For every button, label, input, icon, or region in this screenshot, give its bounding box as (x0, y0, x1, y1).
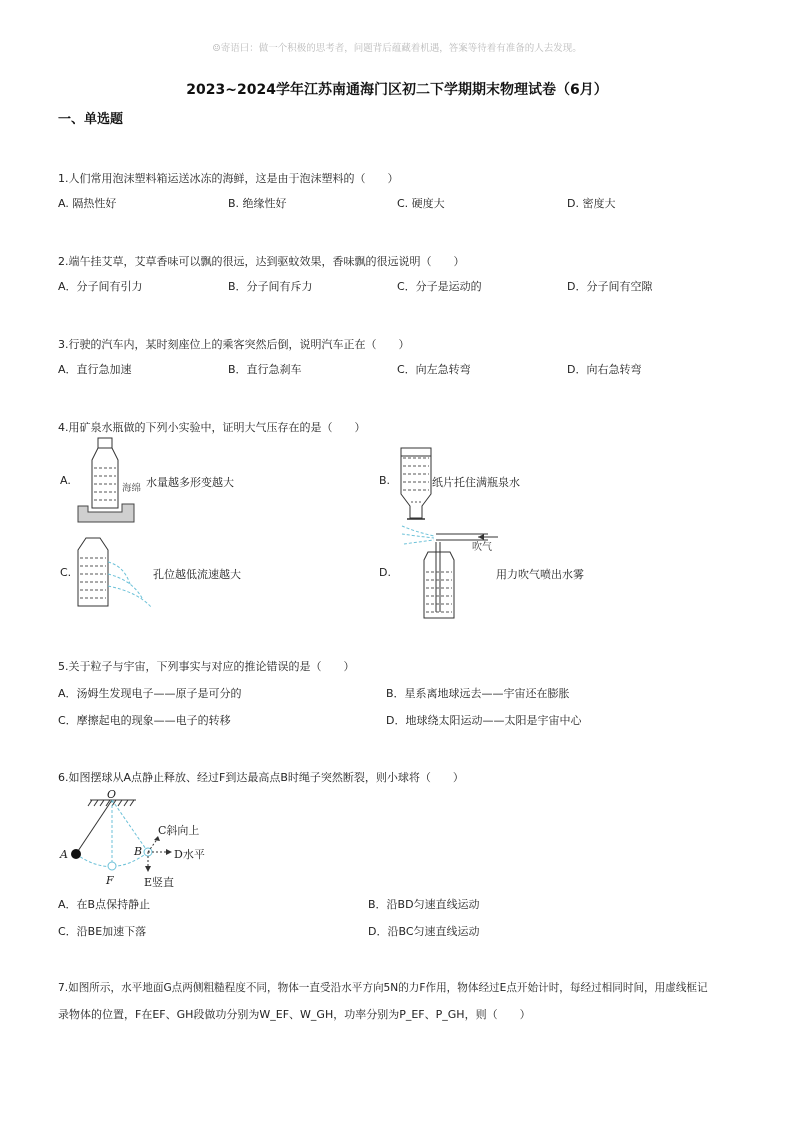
motto-header: ☺寄语曰：做一个积极的思考者，问题背后蕴藏着机遇，答案等待着有准备的人去发现。 (212, 43, 582, 54)
q1-option-b[interactable]: B. 绝缘性好 (228, 197, 287, 210)
q4-figure-b-inverted-bottle (398, 446, 434, 522)
q6-option-d[interactable]: D．沿BC匀速直线运动 (368, 925, 480, 938)
q2-option-c[interactable]: C．分子是运动的 (397, 280, 482, 293)
question-3-stem: 3.行驶的汽车内，某时刻座位上的乘客突然后倒，说明汽车正在（ ） (58, 338, 410, 351)
q4-option-d[interactable]: D. (379, 566, 391, 579)
question-6-stem: 6.如图摆球从A点静止释放、经过F到达最高点B时绳子突然断裂，则小球将（ ） (58, 771, 464, 784)
q6-option-c[interactable]: C．沿BE加速下落 (58, 925, 147, 938)
q6-label-a: A (60, 848, 68, 861)
q6-label-e: E竖直 (144, 876, 175, 889)
q2-option-a[interactable]: A．分子间有引力 (58, 280, 143, 293)
q6-label-f: F (106, 874, 114, 887)
q2-option-b[interactable]: B．分子间有斥力 (228, 280, 313, 293)
q4-caption-d: 用力吹气喷出水雾 (496, 568, 584, 581)
q6-figure-pendulum (56, 786, 226, 890)
q6-label-d: D水平 (174, 848, 205, 861)
q6-label-b: B (134, 845, 143, 858)
q6-label-c: C斜向上 (158, 824, 200, 837)
question-2-stem: 2.端午挂艾草，艾草香味可以飘的很远，达到驱蚊效果，香味飘的很远说明（ ） (58, 255, 465, 268)
q6-option-b[interactable]: B．沿BD匀速直线运动 (368, 898, 480, 911)
q2-option-d[interactable]: D．分子间有空隙 (567, 280, 653, 293)
q5-option-a[interactable]: A．汤姆生发现电子——原子是可分的 (58, 687, 242, 700)
question-5-stem: 5.关于粒子与宇宙，下列事实与对应的推论错误的是（ ） (58, 660, 355, 673)
q3-option-a[interactable]: A．直行急加速 (58, 363, 132, 376)
q1-option-a[interactable]: A. 隔热性好 (58, 197, 117, 210)
q1-option-c[interactable]: C. 硬度大 (397, 197, 445, 210)
q4-caption-b: 纸片托住满瓶泉水 (432, 476, 520, 489)
q4-caption-a: 水量越多形变越大 (146, 476, 234, 489)
q6-option-a[interactable]: A．在B点保持静止 (58, 898, 151, 911)
question-7-stem-line2: 录物体的位置，F在EF、GH段做功分别为W_EF、W_GH，功率分别为P_EF、P_GH，则（ ） (58, 1008, 531, 1021)
q3-option-d[interactable]: D．向右急转弯 (567, 363, 642, 376)
q4-figure-a-sponge-label: 海绵 (122, 483, 142, 494)
q4-figure-d-blow-label: 吹气 (472, 542, 492, 553)
q5-option-d[interactable]: D．地球绕太阳运动——太阳是宇宙中心 (386, 714, 582, 727)
q5-option-b[interactable]: B．星系离地球远去——宇宙还在膨胀 (386, 687, 570, 700)
question-4-stem: 4.用矿泉水瓶做的下列小实验中，证明大气压存在的是（ ） (58, 421, 366, 434)
question-7-stem-line1: 7.如图所示，水平地面G点两侧粗糙程度不同，物体一直受沿水平方向5N的力F作用，物体经过E点开始计时，每经过相同时间，用虚线框记 (58, 982, 708, 994)
question-1-stem: 1.人们常用泡沫塑料箱运送冰冻的海鲜，这是由于泡沫塑料的（ ） (58, 172, 399, 185)
q4-option-a[interactable]: A. (60, 474, 71, 487)
q1-option-d[interactable]: D. 密度大 (567, 197, 616, 210)
q4-option-c[interactable]: C. (60, 566, 72, 579)
page-title: 2023~2024学年江苏南通海门区初二下学期期末物理试卷（6月） (186, 82, 608, 98)
q4-caption-c: 孔位越低流速越大 (153, 568, 241, 581)
q5-option-c[interactable]: C．摩擦起电的现象——电子的转移 (58, 714, 231, 727)
q3-option-c[interactable]: C．向左急转弯 (397, 363, 471, 376)
q4-option-b[interactable]: B. (379, 474, 391, 487)
q6-label-o: O (107, 788, 117, 801)
section-title: 一、单选题 (58, 112, 124, 127)
q3-option-b[interactable]: B．直行急刹车 (228, 363, 302, 376)
q4-figure-c-bottle-with-holes (74, 536, 158, 610)
